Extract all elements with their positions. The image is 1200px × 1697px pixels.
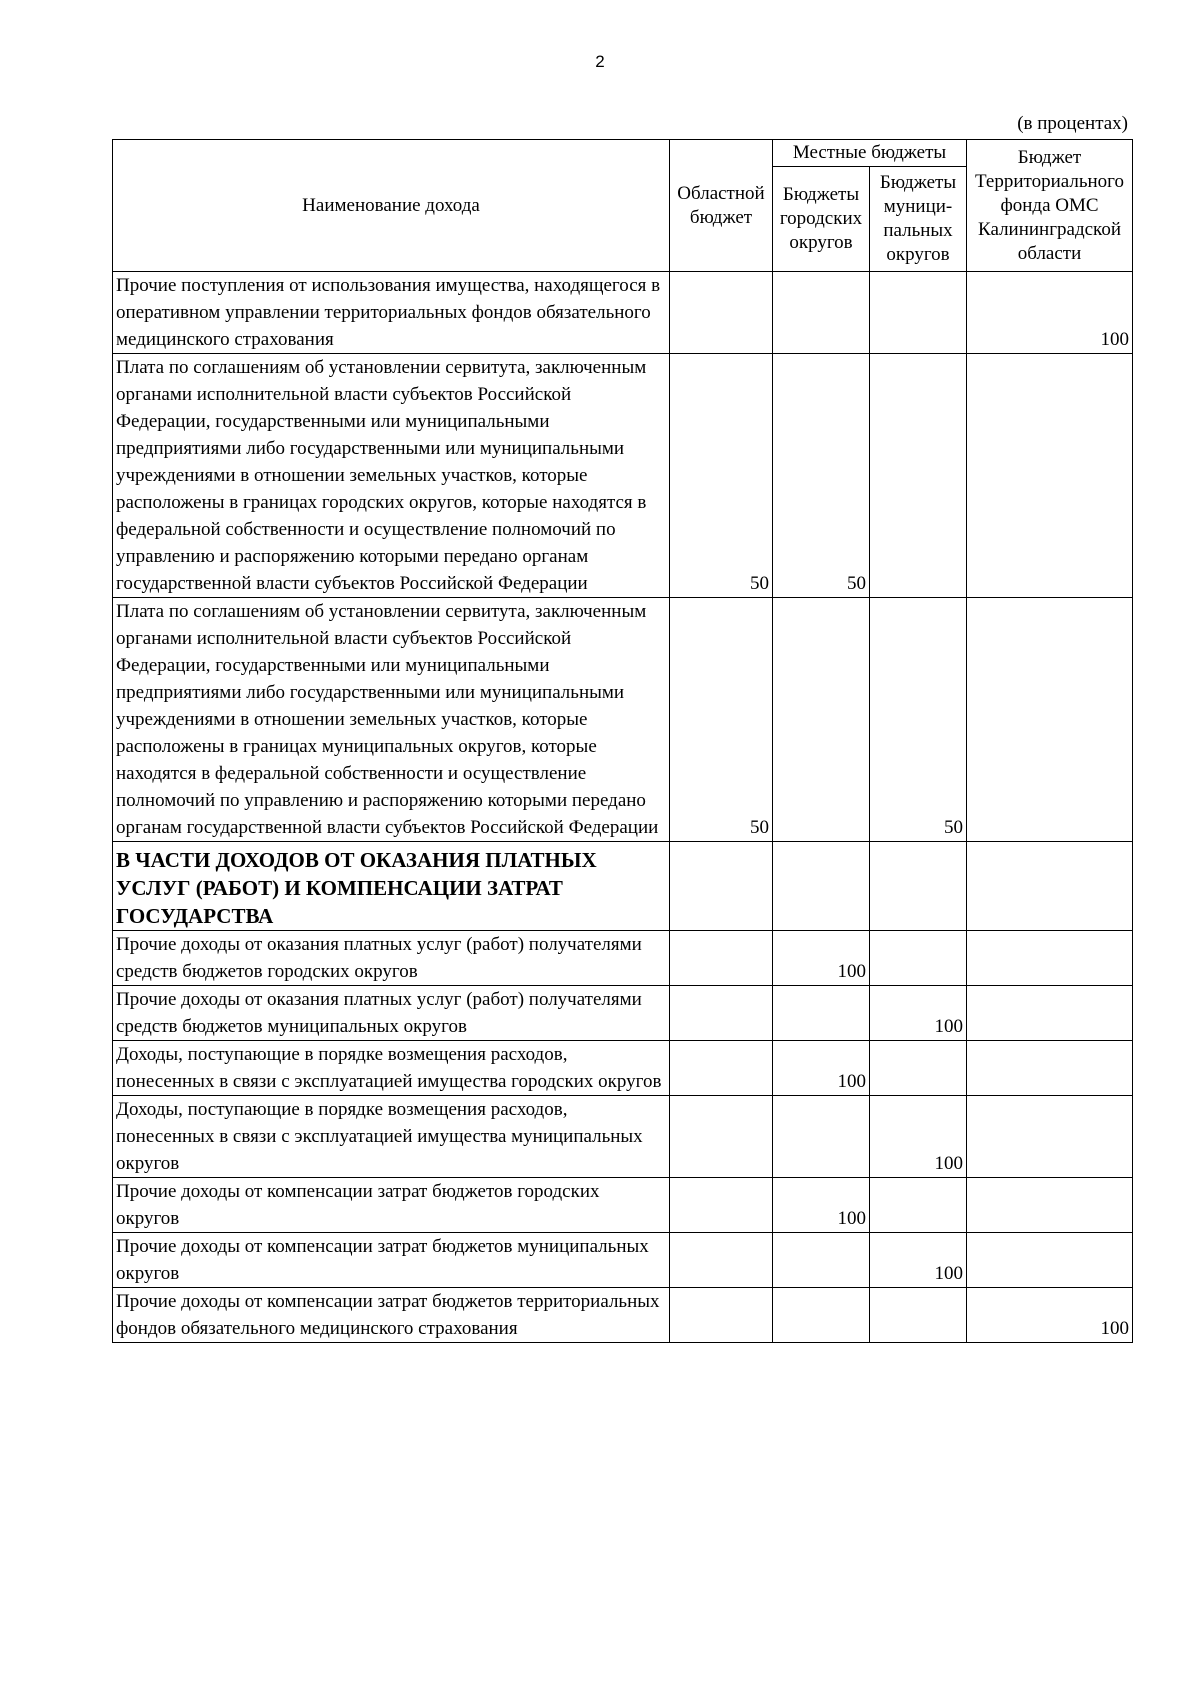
section-title: В ЧАСТИ ДОХОДОВ ОТ ОКАЗАНИЯ ПЛАТНЫХ УСЛУГ (РАБОТ) И КОМПЕНСАЦИИ ЗАТРАТ ГОСУДАРСТВА [113,842,670,931]
fund-share-cell [967,354,1133,598]
income-name-cell: Прочие доходы от оказания платных услуг (работ) получателями средств бюджетов городских округов [113,931,670,986]
regional-share-cell [670,931,773,986]
income-name-cell: Доходы, поступающие в порядке возмещения расходов, понесенных в связи с эксплуатацией имущества муниципальных округов [113,1096,670,1178]
table-body [113,272,1133,1343]
fund-share-cell [967,1041,1133,1096]
municipal-share-cell [870,354,967,598]
regional-share-cell [670,1178,773,1233]
header-oms-fund-budget: Бюджет Территориального фонда ОМС Калининградской области [967,140,1133,272]
city-share-cell [773,598,870,842]
city-share-cell: 100 [773,931,870,986]
regional-share-cell [670,272,773,354]
table-row [113,1041,1133,1096]
income-name-cell: Плата по соглашениям об установлении сервитута, заключенным органами исполнительной власти субъектов Российской Федерации, государственными или муниципальными предприятиями либо государственными или муниципальными учреждениями в отношении земельных участков, которые расположены в границах городских округов, которые находятся в федеральной собственности и осуществление полномочий по управлению и распоряжению которыми передано органам государственной власти субъектов Российской Федерации [113,354,670,598]
regional-share-cell: 50 [670,354,773,598]
table-row [113,931,1133,986]
fund-share-cell [967,598,1133,842]
regional-share-cell [670,1096,773,1178]
regional-share-cell [670,1233,773,1288]
fund-share-cell [967,931,1133,986]
fund-share-cell: 100 [967,272,1133,354]
fund-share-cell: 100 [967,1288,1133,1343]
city-share-cell: 100 [773,1178,870,1233]
header-municipal-district-budgets: Бюджеты муници-пальных округов [870,167,967,272]
table-row [113,1288,1133,1343]
income-name-cell: Плата по соглашениям об установлении сервитута, заключенным органами исполнительной власти субъектов Российской Федерации, государственными или муниципальными предприятиями либо государственными или муниципальными учреждениями в отношении земельных участков, которые расположены в границах муниципальных округов, которые находятся в федеральной собственности и осуществление полномочий по управлению и распоряжению которыми передано органам государственной власти субъектов Российской Федерации [113,598,670,842]
fund-share-cell [967,1178,1133,1233]
municipal-share-cell [870,1178,967,1233]
regional-share-cell [670,1041,773,1096]
table-row [113,354,1133,598]
regional-share-cell [670,1288,773,1343]
table-row [113,986,1133,1041]
city-share-cell [773,1288,870,1343]
city-share-cell: 50 [773,354,870,598]
municipal-share-cell: 50 [870,598,967,842]
city-share-cell [773,842,870,931]
municipal-share-cell: 100 [870,1233,967,1288]
income-name-cell: Прочие доходы от компенсации затрат бюджетов городских округов [113,1178,670,1233]
income-name-cell: Прочие доходы от компенсации затрат бюджетов территориальных фондов обязательного медицинского страхования [113,1288,670,1343]
table-row [113,1178,1133,1233]
city-share-cell [773,986,870,1041]
table-row [113,272,1133,354]
income-name-cell: Доходы, поступающие в порядке возмещения расходов, понесенных в связи с эксплуатацией имущества городских округов [113,1041,670,1096]
regional-share-cell [670,986,773,1041]
table-row [113,598,1133,842]
fund-share-cell [967,842,1133,931]
city-share-cell: 100 [773,1041,870,1096]
units-note: (в процентах) [1017,113,1128,134]
section-header-row [113,842,1133,931]
header-income-name: Наименование дохода [113,140,670,272]
city-share-cell [773,272,870,354]
header-city-district-budgets: Бюджеты городских округов [773,167,870,272]
income-name-cell: Прочие поступления от использования имущества, находящегося в оперативном управлении территориальных фондов обязательного медицинского страхования [113,272,670,354]
municipal-share-cell [870,272,967,354]
table-row [113,1233,1133,1288]
regional-share-cell [670,842,773,931]
page-number: 2 [595,52,605,71]
municipal-share-cell [870,1288,967,1343]
income-name-cell: Прочие доходы от компенсации затрат бюджетов муниципальных округов [113,1233,670,1288]
municipal-share-cell [870,1041,967,1096]
header-local-budgets: Местные бюджеты [773,140,967,167]
municipal-share-cell: 100 [870,1096,967,1178]
city-share-cell [773,1233,870,1288]
fund-share-cell [967,986,1133,1041]
income-name-cell: Прочие доходы от оказания платных услуг (работ) получателями средств бюджетов муниципальных округов [113,986,670,1041]
municipal-share-cell [870,931,967,986]
fund-share-cell [967,1096,1133,1178]
city-share-cell [773,1096,870,1178]
fund-share-cell [967,1233,1133,1288]
revenue-distribution-table [112,139,1133,1343]
table-row [113,1096,1133,1178]
regional-share-cell: 50 [670,598,773,842]
municipal-share-cell [870,842,967,931]
municipal-share-cell: 100 [870,986,967,1041]
header-regional-budget: Областной бюджет [670,140,773,272]
